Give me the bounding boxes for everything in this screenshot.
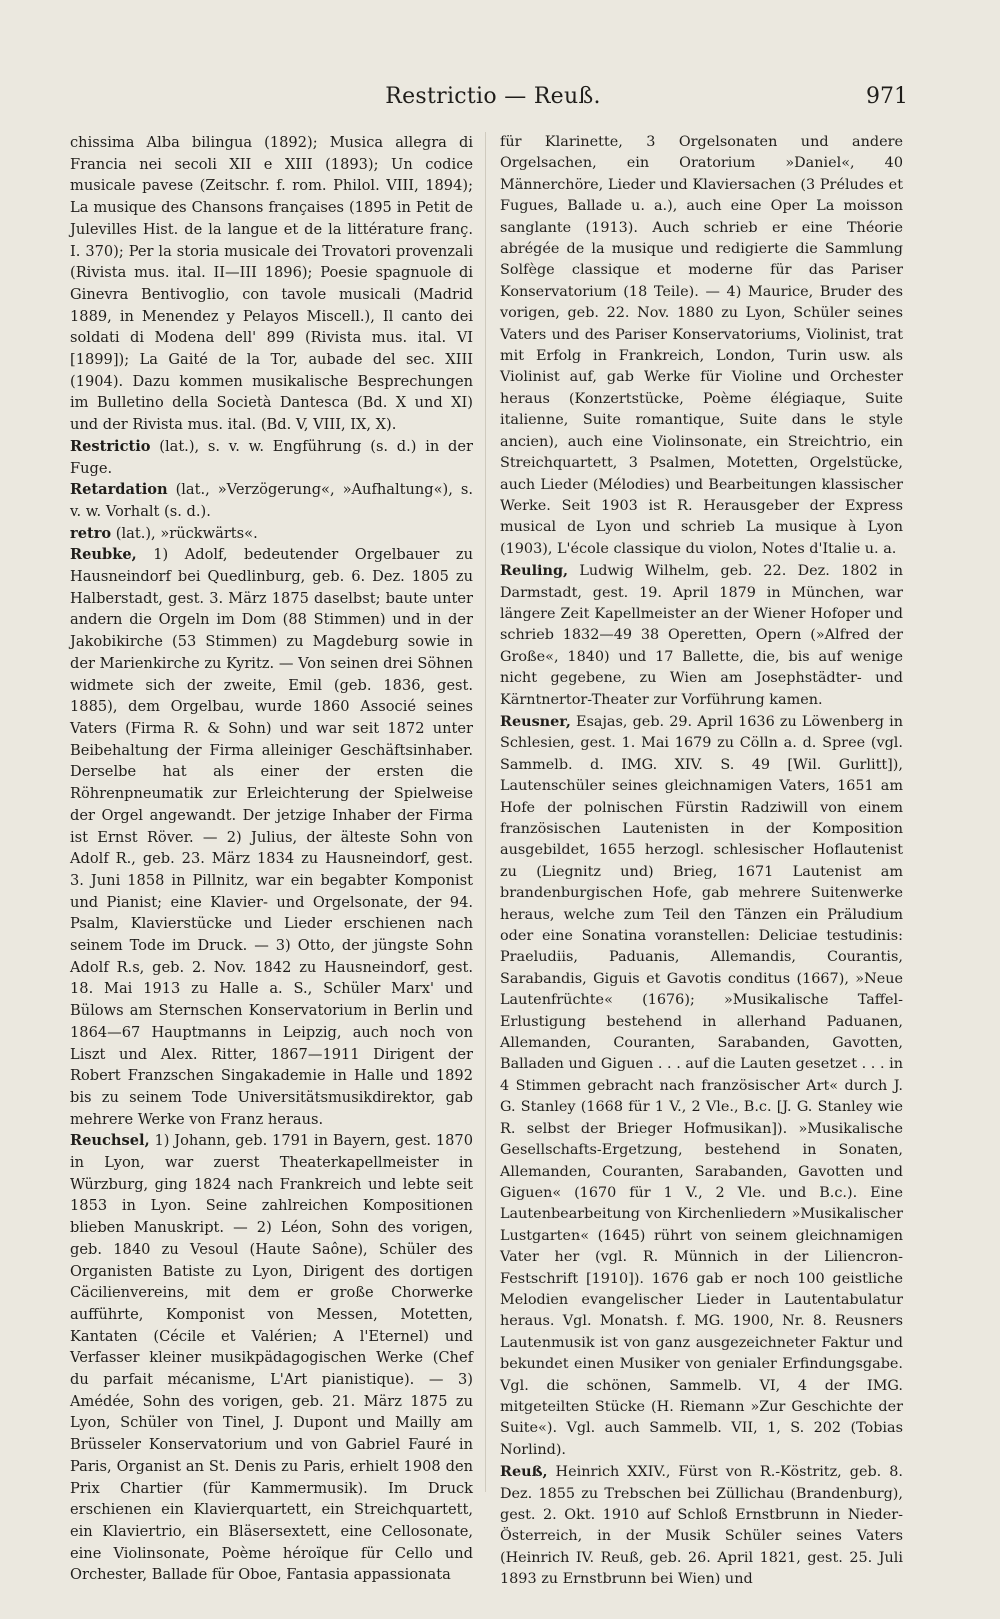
column-divider <box>485 132 486 1492</box>
entry-headword: Reusner, <box>500 712 571 730</box>
entry-headword: Reuling, <box>500 562 569 580</box>
dictionary-entry <box>70 1130 473 1586</box>
entry-text: 1) Adolf, bedeutender Orgelbauer zu Hausneindorf bei Quedlinburg, geb. 6. Dez. 1805 zu Halberstadt, gest. 3. März 1875 daselbst; baute unter andern die Orgeln im Dom (88 Stimmen) und in der Jakobikirche (53 Stimmen) zu Magdeburg sowie in der Marienkirche zu Kyritz. — Von seinen drei Söhnen widmete sich der zweite, Emil (geb. 1836, gest. 1885), dem Orgelbau, wurde 1860 Associé seines Vaters (Firma R. & Sohn) und war seit 1872 unter Beibehaltung der Firma alleiniger Geschäftsinhaber. Derselbe hat als einer der ersten die Röhrenpneumatik zur Erleichterung der Spielweise der Orgel angewandt. Der jetzige Inhaber der Firma ist Ernst Röver. — 2) Julius, der älteste Sohn von Adolf R., geb. 23. März 1834 zu Hausneindorf, gest. 3. Juni 1858 in Pillnitz, war ein begabter Komponist und Pianist; eine Klavier- und Orgelsonate, der 94. Psalm, Klavierstücke und Lieder erschienen nach seinem Tode im Druck. — 3) Otto, der jüngste Sohn Adolf R.s, geb. 2. Nov. 1842 zu Hausneindorf, gest. 18. Mai 1913 zu Halle a. S., Schüler Marx' und Bülows am Sternschen Konservatorium in Berlin und 1864—67 Hauptmanns in Leipzig, auch noch von Liszt und Alex. Ritter, 1867—1911 Dirigent der Robert Franzschen Singakademie in Halle und 1892 bis zu seinem Tode Universitätsmusikdirektor, gab mehrere Werke von Franz heraus. <box>70 546 473 1128</box>
running-title: Restrictio — Reuß. <box>385 84 601 109</box>
left-column <box>70 132 473 1586</box>
dictionary-entry <box>70 479 473 522</box>
entry-headword: Reuß, <box>500 1463 548 1481</box>
dictionary-entry <box>70 132 473 436</box>
entry-text: Esajas, geb. 29. April 1636 zu Löwenberg in Schlesien, gest. 1. Mai 1679 zu Cölln a. d. Spree (vgl. Sammelb. d. IMG. XIV. S. 49 [Wil. Gurlitt]), Lautenschüler seines gleichnamigen Vaters, 1651 am Hofe der polnischen Fürstin Radziwill von einem französischen Lautenisten in der Komposition ausgebildet, 1655 herzogl. schlesischer Hoflautenist zu (Liegnitz und) Brieg, 1671 Lautenist am brandenburgischen Hofe, gab mehrere Suitenwerke heraus, welche zum Teil den Tänzen ein Präludium oder eine Sonatina voranstellen: Deliciae testudinis: Praeludiis, Paduanis, Allemandis, Courantis, Sarabandis, Giguis et Gavotis conditus (1667), »Neue Lautenfrüchte« (1676); »Musikalische Taffel-Erlustigung bestehend in allerhand Paduanen, Allemanden, Couranten, Sarabanden, Gavotten, Balladen und Giguen . . . auf die Lauten gesetzet . . . in 4 Stimmen gebracht nach französischer Art« durch J. G. Stanley (1668 für 1 V., 2 Vle., B.c. [J. G. Stanley wie R. selbst der Brieger Hofmusikan]). »Musikalische Gesellschafts-Ergetzung, bestehend in Sonaten, Allemanden, Couranten, Sarabanden, Gavotten und Giguen« (1670 für 1 V., 2 Vle. und B.c.). Eine Lautenbearbeitung von Kirchenliedern »Musikalischer Lustgarten« (1645) rührt von seinem gleichnamigen Vater her (vgl. R. Münnich in der Liliencron-Festschrift [1910]). 1676 gab er noch 100 geistliche Melodien evangelischer Lieder in Lautentabulatur heraus. Vgl. Monatsh. f. MG. 1900, Nr. 8. Reusners Lautenmusik ist von ganz ausgezeichneter Faktur und bekundet einen Musiker von genialer Erfindungsgabe. Vgl. die schönen, Sammelb. VI, 4 der IMG. mitgeteilten Stücke (H. Riemann »Zur Geschichte der Suite«). Vgl. auch Sammelb. VII, 1, S. 202 (Tobias Norlind). <box>500 713 903 1458</box>
dictionary-entry <box>500 560 903 711</box>
entry-headword: Restrictio <box>70 437 151 455</box>
dictionary-entry <box>500 711 903 1461</box>
entry-text: für Klarinette, 3 Orgelsonaten und andere Orgelsachen, ein Oratorium »Daniel«, 40 Männerchöre, Lieder und Klaviersachen (3 Préludes et Fugues, Ballade u. a.), auch eine Oper La moisson sanglante (1913). Auch schrieb er eine Théorie abrégée de la musique und redigierte die Sammlung Solfège classique et moderne für das Pariser Konservatorium (18 Teile). — 4) Maurice, Bruder des vorigen, geb. 22. Nov. 1880 zu Lyon, Schüler seines Vaters und des Pariser Konservatoriums, Violinist, trat mit Erfolg in Frankreich, London, Turin usw. als Violinist auf, gab Werke für Violine und Orchester heraus (Konzertstücke, Poème élégiaque, Suite italienne, Suite romantique, Suite dans le style ancien), auch eine Violinsonate, ein Streichtrio, ein Streichquartett, 3 Psalmen, Motetten, Orgelstücke, auch Lieder (Mélodies) und Bearbeitungen klassischer Werke. Seit 1903 ist R. Herausgeber der Express musical de Lyon und schrieb La musique à Lyon (1903), L'école classique du violon, Notes d'Italie u. a. <box>500 134 903 557</box>
entry-text: (lat., »Verzögerung«, »Aufhaltung«), s. v. w. Vorhalt (s. d.). <box>70 481 473 520</box>
dictionary-entry <box>500 132 903 560</box>
entry-text: Ludwig Wilhelm, geb. 22. Dez. 1802 in Darmstadt, gest. 19. April 1879 in München, war längere Zeit Kapellmeister an der Wiener Hofoper und schrieb 1832—49 38 Operetten, Opern (»Alfred der Große«, 1840) und 17 Ballette, die, bis auf wenige nicht gegebene, zu Wien am Josephstädter- und Kärntnertor-Theater zur Vorführung kamen. <box>500 563 903 708</box>
entry-headword: Retardation <box>70 481 168 499</box>
dictionary-entry <box>70 544 473 1130</box>
entry-headword: retro <box>70 524 112 542</box>
page-number: 971 <box>866 84 908 109</box>
entry-headword: Reubke, <box>70 546 137 564</box>
entry-text: Heinrich XXIV., Fürst von R.-Köstritz, geb. 8. Dez. 1855 zu Trebschen bei Züllichau (Brandenburg), gest. 2. Okt. 1910 auf Schloß Ernstbrunn in Nieder-Österreich, in der Musik Schüler seines Vaters (Heinrich IV. Reuß, geb. 26. April 1821, gest. 25. Juli 1893 zu Ernstbrunn bei Wien) und <box>500 1464 903 1588</box>
dictionary-entry <box>70 436 473 479</box>
dictionary-entry <box>500 1461 903 1590</box>
entry-headword: Reuchsel, <box>70 1132 150 1150</box>
entry-text: (lat.), s. v. w. Engführung (s. d.) in der Fuge. <box>70 437 473 477</box>
entry-text: chissima Alba bilingua (1892); Musica allegra di Francia nei secoli XII e XIII (1893); Un codice musicale pavese (Zeitschr. f. rom. Philol. VIII, 1894); La musique des Chansons françaises (1895 in Petit de Julevilles Hist. de la langue et de la littérature franç. I. 370); Per la storia musicale dei Trovatori provenzali (Rivista mus. ital. II—III 1896); Poesie spagnuole di Ginevra Bentivoglio, con tavole musicali (Madrid 1889, in Menendez y Pelayos Miscell.), Il canto dei soldati di Modena dell' 899 (Rivista mus. ital. VI [1899]); La Gaité de la Tor, aubade del sec. XIII (1904). Dazu kommen musikalische Besprechungen im Bulletino della Società Dantesca (Bd. X und XI) und der Rivista mus. ital. (Bd. V, VIII, IX, X). <box>70 134 473 434</box>
right-column <box>500 132 903 1591</box>
page-header <box>78 84 908 118</box>
entry-text: 1) Johann, geb. 1791 in Bayern, gest. 1870 in Lyon, war zuerst Theaterkapellmeister in Würzburg, ging 1824 nach Frankreich und lebte seit 1853 in Lyon. Seine zahlreichen Kompositionen blieben Manuskript. — 2) Léon, Sohn des vorigen, geb. 1840 zu Vesoul (Haute Saône), Schüler des Organisten Batiste zu Lyon, Dirigent des dortigen Cäcilienvereins, mit dem er große Chorwerke aufführte, Komponist von Messen, Motetten, Kantaten (Cécile et Valérien; A l'Eternel) und Verfasser kleiner musikpädagogischen Werke (Chef du parfait mécanisme, L'Art pianistique). — 3) Amédée, Sohn des vorigen, geb. 21. März 1875 zu Lyon, Schüler von Tinel, J. Dupont und Mailly am Brüsseler Konservatorium und von Gabriel Fauré in Paris, Organist an St. Denis zu Paris, erhielt 1908 den Prix Chartier (für Kammermusik). Im Druck erschienen ein Klavierquartett, ein Streichquartett, ein Klaviertrio, ein Bläsersextett, eine Cellosonate, eine Violinsonate, Poème héroïque für Cello und Orchester, Ballade für Oboe, Fantasia appassionata <box>70 1132 473 1584</box>
dictionary-entry <box>70 523 473 545</box>
entry-text: (lat.), »rückwärts«. <box>111 524 258 542</box>
